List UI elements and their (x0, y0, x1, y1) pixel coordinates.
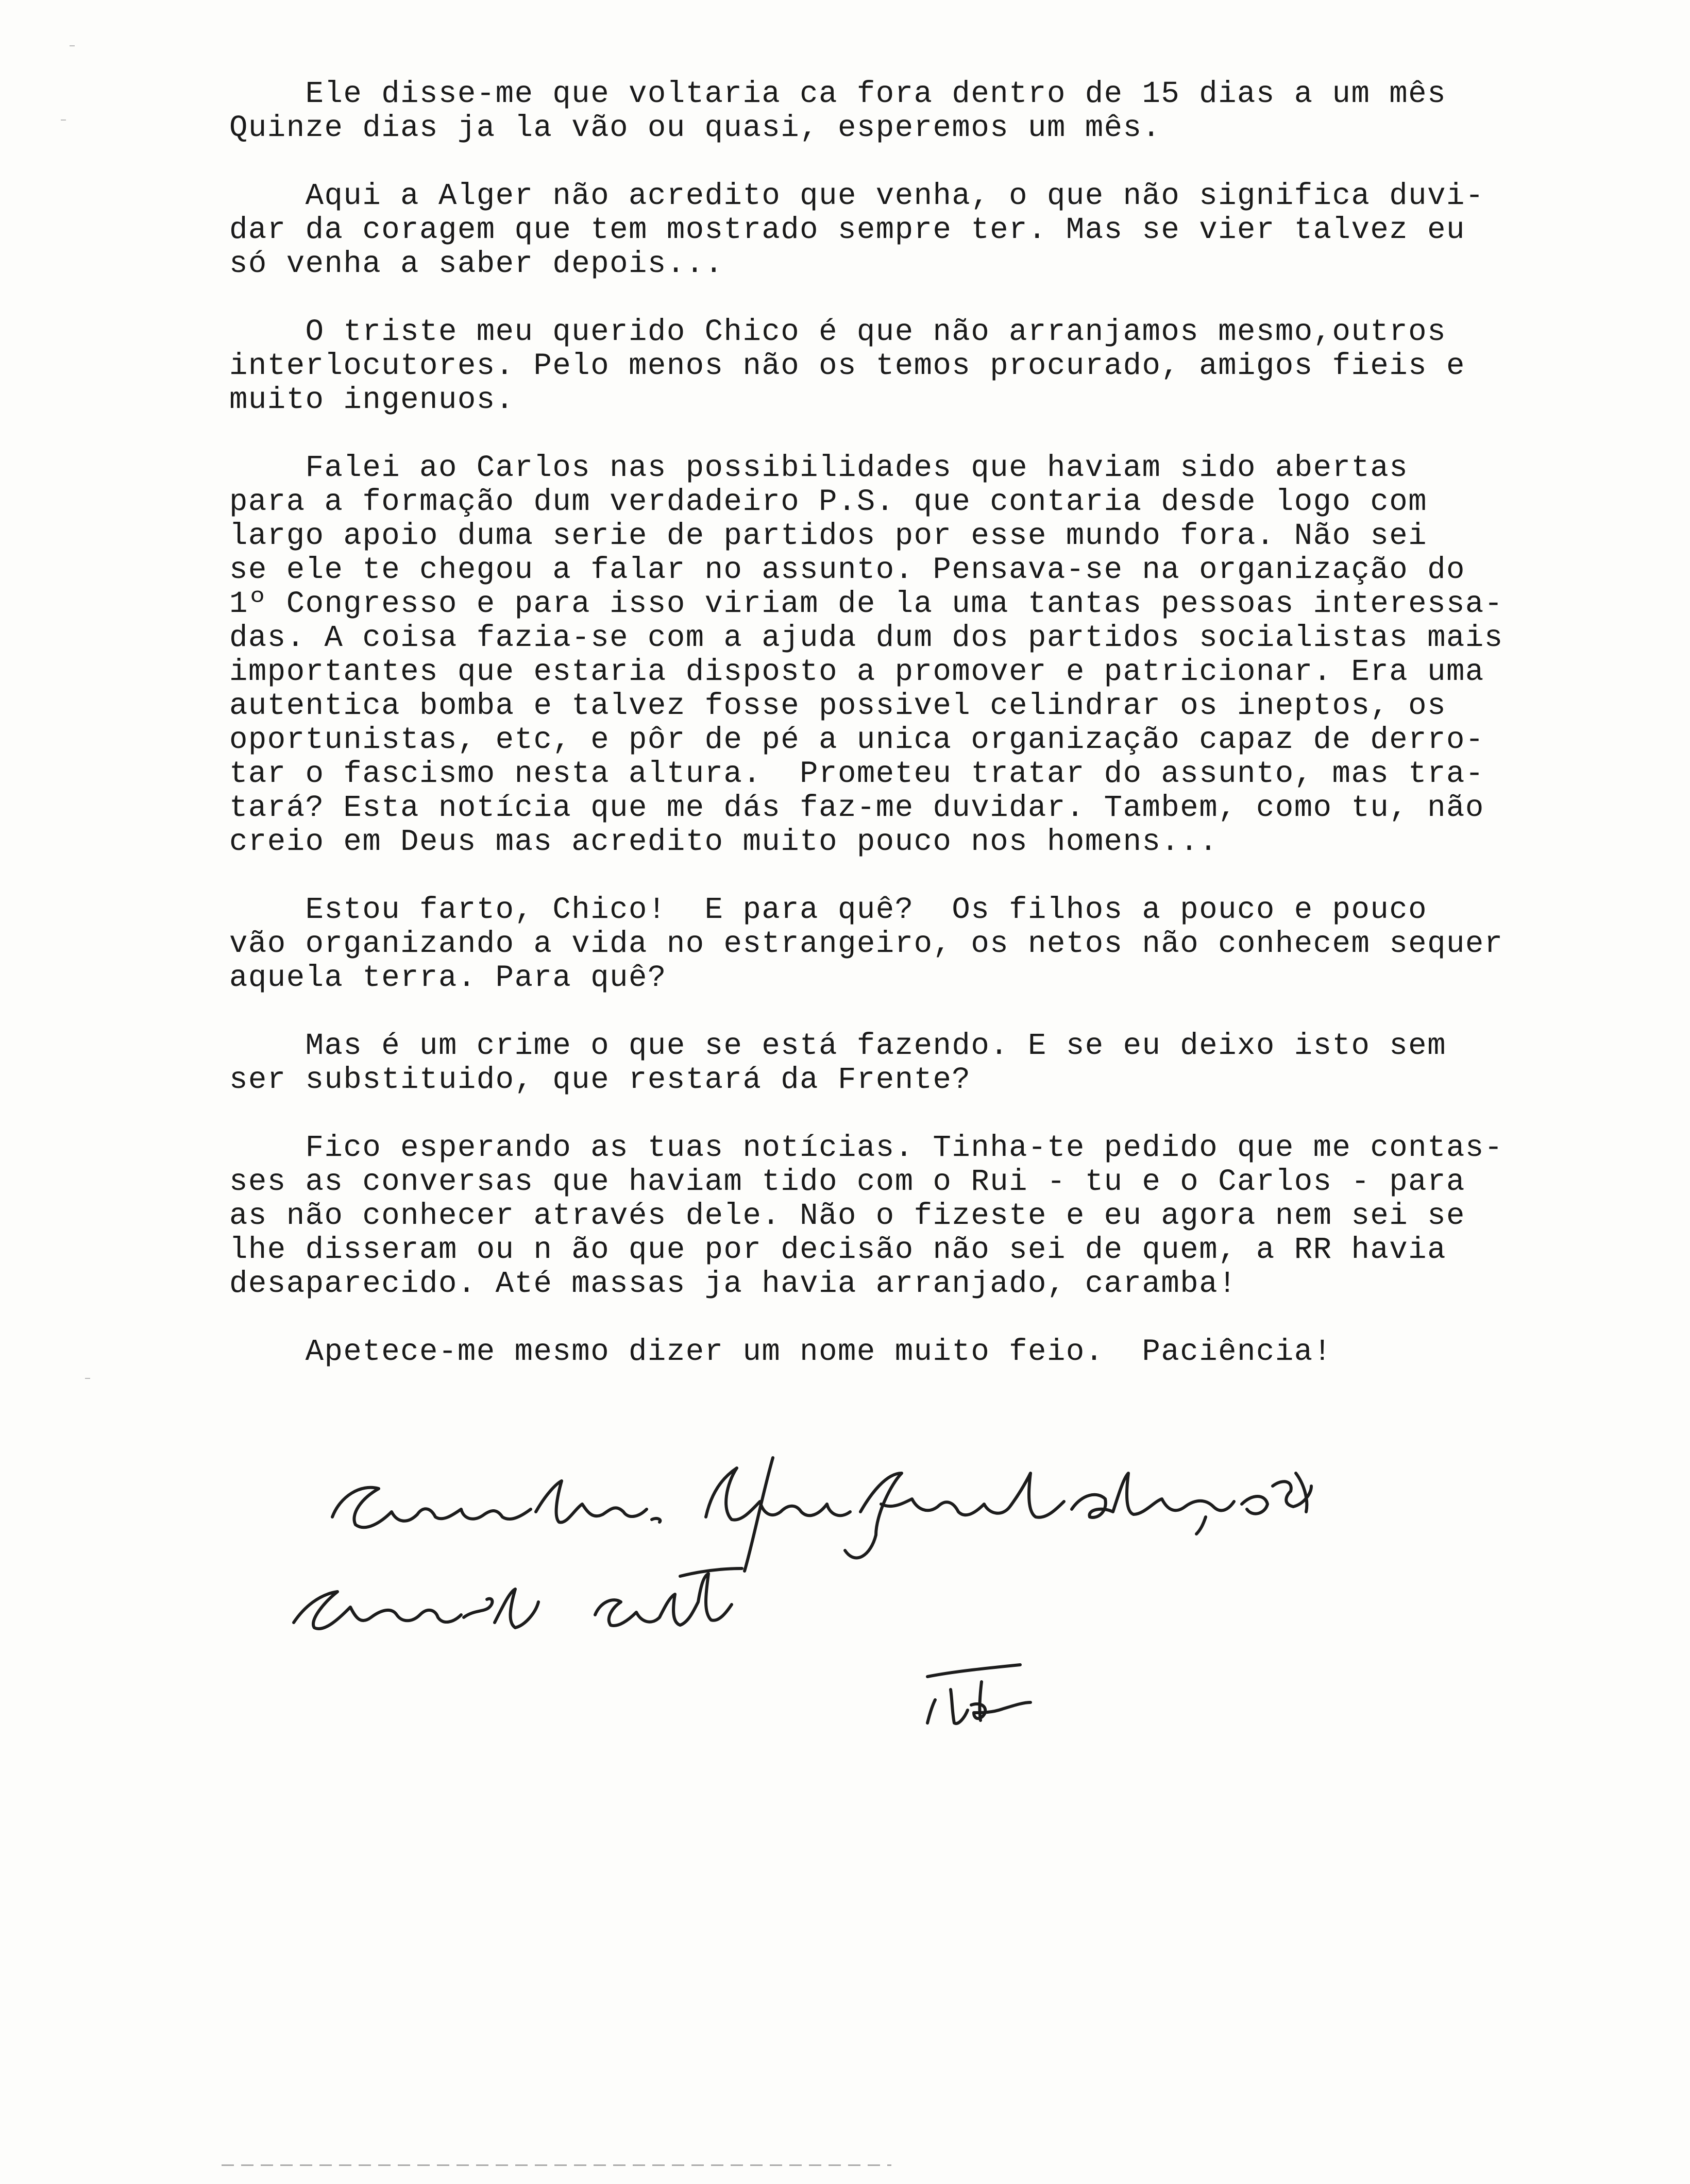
letter-line: Fico esperando as tuas notícias. Tinha-te pedido que me contas- (229, 1131, 1503, 1165)
margin-mark (61, 120, 66, 121)
letter-paragraph (229, 893, 1631, 995)
letter-line: Aqui a Alger não acredito que venha, o que não significa duvi- (229, 179, 1484, 213)
letter-line: dar da coragem que tem mostrado sempre ter. Mas se vier talvez eu (229, 213, 1465, 247)
handwriting-closing-line-2 (294, 1568, 742, 1629)
letter-line: 1º Congresso e para isso viriam de la uma tantas pessoas interessa- (229, 587, 1503, 621)
handwritten-signature (927, 1665, 1030, 1724)
letter-line: largo apoio duma serie de partidos por esse mundo fora. Não sei (229, 519, 1428, 553)
letter-paragraph (229, 1029, 1631, 1097)
letter-line: lhe disseram ou n ão que por decisão não sei de quem, a RR havia (229, 1233, 1446, 1267)
letter-paragraph (229, 179, 1631, 281)
letter-body (229, 77, 1631, 1403)
letter-line: para a formação dum verdadeiro P.S. que contaria desde logo com (229, 485, 1428, 519)
letter-line: tará? Esta notícia que me dás faz-me duvidar. Tambem, como tu, não (229, 791, 1484, 825)
letter-line: desaparecido. Até massas ja havia arranjado, caramba! (229, 1267, 1238, 1301)
letter-line: só venha a saber depois... (229, 247, 724, 281)
letter-line: Ele disse-me que voltaria ca fora dentro de 15 dias a um mês (229, 77, 1446, 111)
letter-line: ses as conversas que haviam tido com o Rui - tu e o Carlos - para (229, 1165, 1465, 1199)
letter-line: Quinze dias ja la vão ou quasi, esperemos um mês. (229, 111, 1161, 145)
letter-line: se ele te chegou a falar no assunto. Pensava-se na organização do (229, 553, 1465, 587)
margin-mark (70, 45, 75, 46)
letter-line: vão organizando a vida no estrangeiro, os netos não conhecem sequer (229, 927, 1503, 961)
letter-line: tar o fascismo nesta altura. Prometeu tratar do assunto, mas tra- (229, 757, 1484, 791)
margin-mark (85, 1378, 90, 1379)
letter-line: ser substituido, que restará da Frente? (229, 1063, 971, 1097)
letter-paragraph (229, 77, 1631, 145)
letter-line: Mas é um crime o que se está fazendo. E se eu deixo isto sem (229, 1029, 1446, 1063)
letter-line: Apetece-me mesmo dizer um nome muito feio. Paciência! (229, 1335, 1332, 1369)
letter-line: aquela terra. Para quê? (229, 961, 667, 995)
footer-rule (222, 2164, 891, 2166)
letter-line: creio em Deus mas acredito muito pouco nos homens... (229, 825, 1219, 859)
letter-line: autentica bomba e talvez fosse possivel celindrar os ineptos, os (229, 689, 1446, 723)
letter-line: Falei ao Carlos nas possibilidades que haviam sido abertas (229, 451, 1409, 485)
letter-paragraph (229, 1131, 1631, 1301)
letter-line: O triste meu querido Chico é que não arranjamos mesmo,outros (229, 315, 1446, 349)
letter-line: das. A coisa fazia-se com a ajuda dum dos partidos socialistas mais (229, 621, 1503, 655)
letter-line: oportunistas, etc, e pôr de pé a unica organização capaz de derro- (229, 723, 1484, 757)
letter-line: as não conhecer através dele. Não o fizeste e eu agora nem sei se (229, 1199, 1465, 1233)
letter-line: muito ingenuos. (229, 383, 515, 417)
letter-line: importantes que estaria disposto a promover e patricionar. Era uma (229, 655, 1484, 689)
letter-paragraph (229, 1335, 1631, 1369)
letter-paragraph (229, 451, 1631, 859)
letter-paragraph (229, 315, 1631, 417)
letter-line: Estou farto, Chico! E para quê? Os filhos a pouco e pouco (229, 893, 1428, 927)
letter-line: interlocutores. Pelo menos não os temos procurado, amigos fieis e (229, 349, 1465, 383)
handwriting-closing-line-1 (332, 1458, 1311, 1571)
